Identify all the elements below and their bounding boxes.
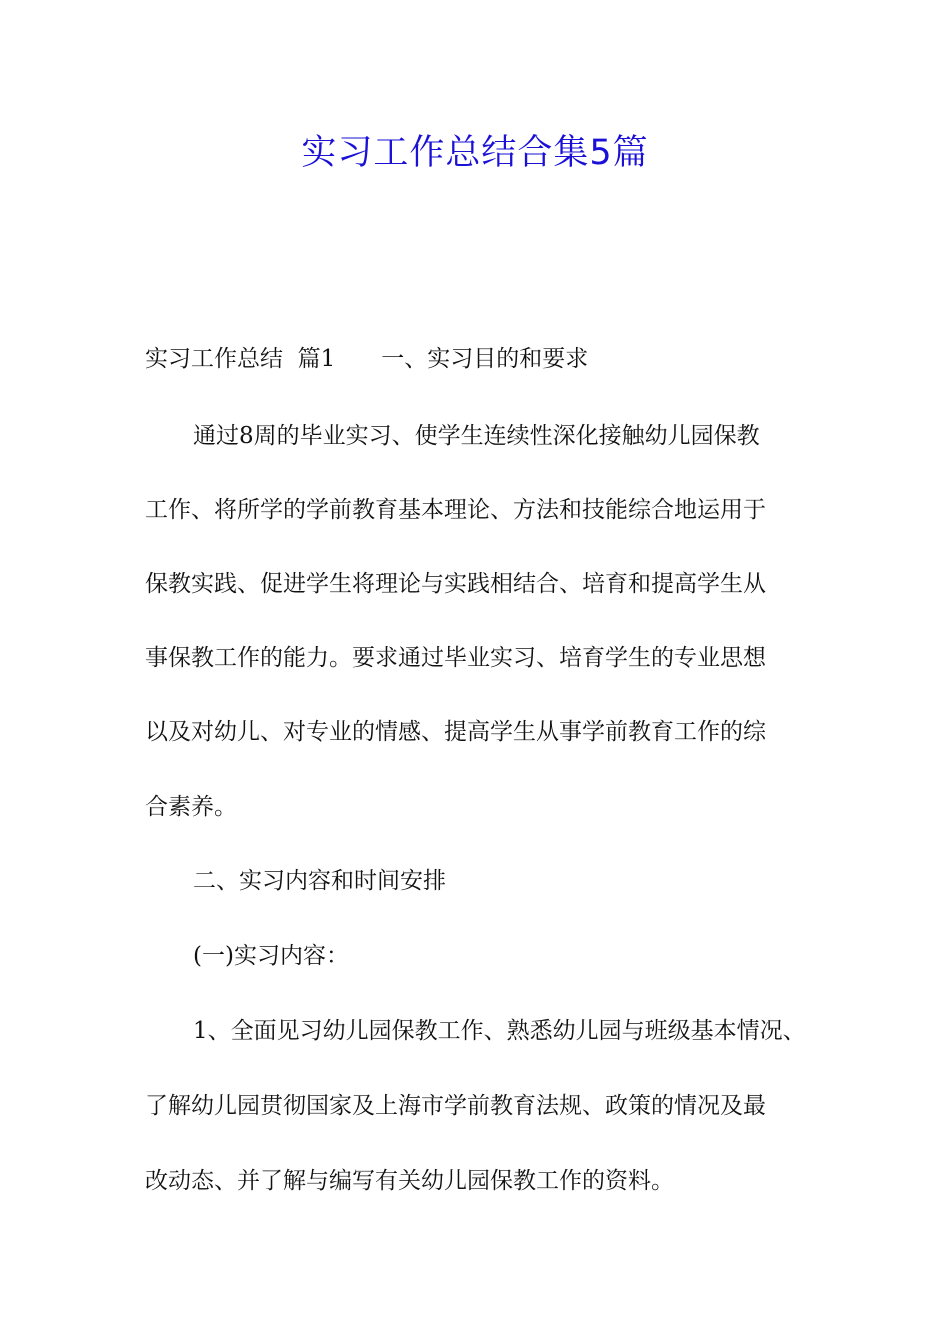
document-body	[145, 0, 835, 1344]
section-heading: 一、实习目的和要求	[381, 346, 589, 372]
paragraph-line: 以及对幼儿、对专业的情感、提高学生从事学前教育工作的综	[145, 719, 766, 745]
section-label: 实习工作总结 篇1	[145, 346, 336, 372]
paragraph-line: 合素养。	[145, 794, 237, 820]
document-title: 实习工作总结合集5篇	[301, 133, 649, 173]
paragraph-line: 事保教工作的能力。要求通过毕业实习、培育学生的专业思想	[145, 645, 766, 671]
paragraph-line: 工作、将所学的学前教育基本理论、方法和技能综合地运用于	[145, 497, 766, 523]
paragraph-line: 了解幼儿园贯彻国家及上海市学前教育法规、政策的情况及最	[145, 1093, 766, 1119]
section-header-line	[145, 341, 588, 377]
paragraph-line: 保教实践、促进学生将理论与实践相结合、培育和提高学生从	[145, 571, 766, 597]
subsection-heading: (一)实习内容：	[193, 943, 349, 969]
section-heading-2: 二、实习内容和时间安排	[193, 868, 446, 894]
paragraph-line: 1、全面见习幼儿园保教工作、熟悉幼儿园与班级基本情况、	[193, 1018, 806, 1044]
paragraph-line: 通过8周的毕业实习、使学生连续性深化接触幼儿园保教	[193, 423, 760, 449]
paragraph-line: 改动态、并了解与编写有关幼儿园保教工作的资料。	[145, 1168, 674, 1194]
